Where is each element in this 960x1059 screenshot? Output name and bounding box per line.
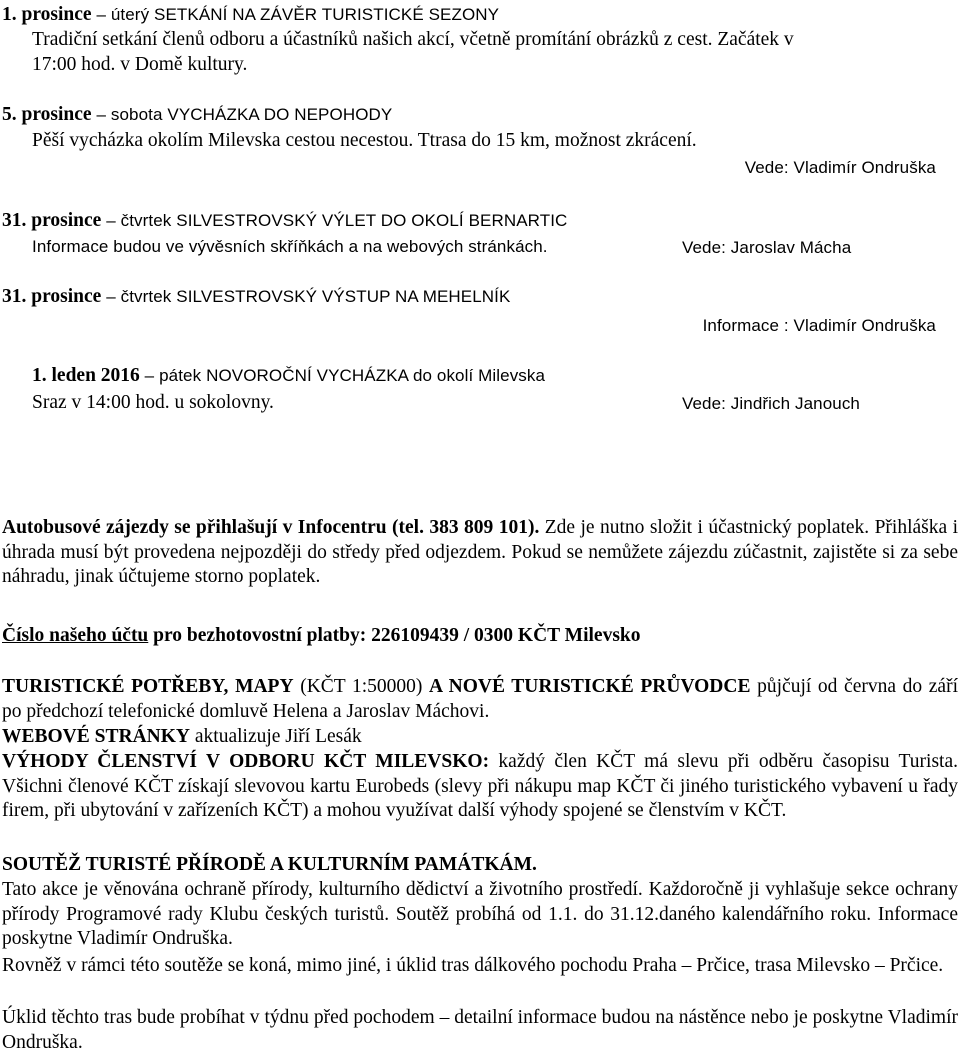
event-day: pátek (159, 366, 202, 385)
event-1-heading (2, 3, 499, 27)
event-2-heading (2, 103, 392, 127)
equipment-bold-2: A NOVÉ TURISTICKÉ PRŮVODCE (429, 676, 751, 697)
event-title: VYCHÁZKA DO NEPOHODY (167, 105, 393, 124)
event-5-heading (32, 364, 545, 388)
event-date: 31. prosince (2, 286, 102, 307)
event-title: SILVESTROVSKÝ VÝLET DO OKOLÍ BERNARTIC (176, 211, 568, 230)
event-day: sobota (110, 105, 163, 124)
web-paragraph (2, 725, 958, 750)
web-bold: WEBOVÉ STRÁNKY (2, 726, 190, 747)
equipment-text-1: (KČT 1:50000) (293, 676, 430, 697)
event-date: 5. prosince (2, 104, 92, 125)
event-title: SILVESTROVSKÝ VÝSTUP NA MEHELNÍK (176, 287, 511, 306)
contest-heading: SOUTĚŽ TURISTÉ PŘÍRODĚ A KULTURNÍM PAMÁTKÁM. (2, 854, 537, 875)
event-3-heading (2, 209, 567, 233)
event-day: čtvrtek (120, 287, 172, 306)
event-date: 1. leden 2016 (32, 365, 140, 386)
event-4-leader: Informace : Vladimír Ondruška (702, 316, 936, 335)
event-5-leader: Vede: Jindřich Janouch (682, 394, 860, 413)
benefits-bold: VÝHODY ČLENSTVÍ V ODBORU KČT MILEVSKO: (2, 751, 490, 772)
event-5-description: Sraz v 14:00 hod. u sokolovny. (32, 392, 274, 413)
event-date: 1. prosince (2, 4, 92, 25)
event-title: NOVOROČNÍ VYCHÁZKA do okolí Milevska (206, 366, 546, 385)
event-dash: – (106, 287, 116, 306)
contest-paragraph-1: Tato akce je věnována ochraně přírody, kulturního dědictví a životního prostředí. Každoročně ji vyhlašuje sekce ochrany přírody Programové rady Klubu českých turistů. Soutěž probíhá od 1.1. do 31.12.daného kalendářního roku. Informace poskytne Vladimír Ondruška. (2, 879, 958, 949)
benefits-paragraph (2, 750, 958, 824)
contest-paragraph-3: Úklid těchto tras bude probíhat v týdnu před pochodem – detailní informace budou na nástěnce nebo je poskytne Vladimír Ondruška. (2, 1007, 958, 1053)
bus-trips-text: Zde je nutno složit i účastnický poplatek. Přihláška i úhrada musí být provedena nejpozději do středy před odjezdem. Pokud se nemůžete zájezdu zúčastnit, zajistěte si za sebe náhradu, jinak účtujeme storno poplatek. (2, 517, 958, 587)
account-label: Číslo našeho účtu (2, 625, 149, 646)
equipment-paragraph (2, 675, 958, 724)
bus-trips-paragraph (2, 516, 958, 590)
event-dash: – (96, 105, 106, 124)
contest-paragraph-2: Rovněž v rámci této soutěže se koná, mimo jiné, i úklid tras dálkového pochodu Praha – Prčice, trasa Milevsko – Prčice. (2, 955, 944, 976)
event-dash: – (106, 211, 116, 230)
event-day: úterý (110, 5, 150, 24)
event-day: čtvrtek (120, 211, 172, 230)
event-3-leader: Vede: Jaroslav Mácha (682, 238, 852, 257)
web-text: aktualizuje Jiří Lesák (190, 726, 362, 747)
event-3-description: Informace budou ve vývěsních skříňkách a na webových stránkách. (32, 237, 548, 256)
equipment-text-2: půjčují od června do září po předchozí telefonické domluvě Helena a Jaroslav Máchovi. (2, 676, 958, 722)
bus-trips-bold: Autobusové zájezdy se přihlašují v Infocentru (tel. 383 809 101). (2, 517, 540, 538)
event-dash: – (96, 5, 106, 24)
event-date: 31. prosince (2, 210, 102, 231)
event-2-description: Pěší vycházka okolím Milevska cestou necestou. Ttrasa do 15 km, možnost zkrácení. (32, 130, 697, 151)
event-2-leader: Vede: Vladimír Ondruška (744, 158, 936, 177)
event-1-time: 17:00 hod. v Domě kultury. (32, 54, 248, 75)
benefits-text: každý člen KČT má slevu při odběru časopisu Turista. Všichni členové KČT získají slevovou kartu Eurobeds (slevy při nákupu map KČT či jiného turistického vybavení u řady firem, při ubytování v zařízeních KČT) a mohou využívat další výhody spojené se členstvím v KČT. (2, 751, 958, 821)
event-1-description: Tradiční setkání členů odboru a účastníků našich akcí, včetně promítání obrázků z cest. Začátek v (32, 29, 794, 50)
event-title: SETKÁNÍ NA ZÁVĚR TURISTICKÉ SEZONY (154, 5, 500, 24)
account-number: pro bezhotovostní platby: 226109439 / 0300 KČT Milevsko (148, 625, 641, 646)
event-4-heading (2, 285, 510, 309)
equipment-bold-1: TURISTICKÉ POTŘEBY, MAPY (2, 676, 294, 697)
event-dash: – (144, 366, 155, 385)
account-paragraph (2, 624, 958, 649)
